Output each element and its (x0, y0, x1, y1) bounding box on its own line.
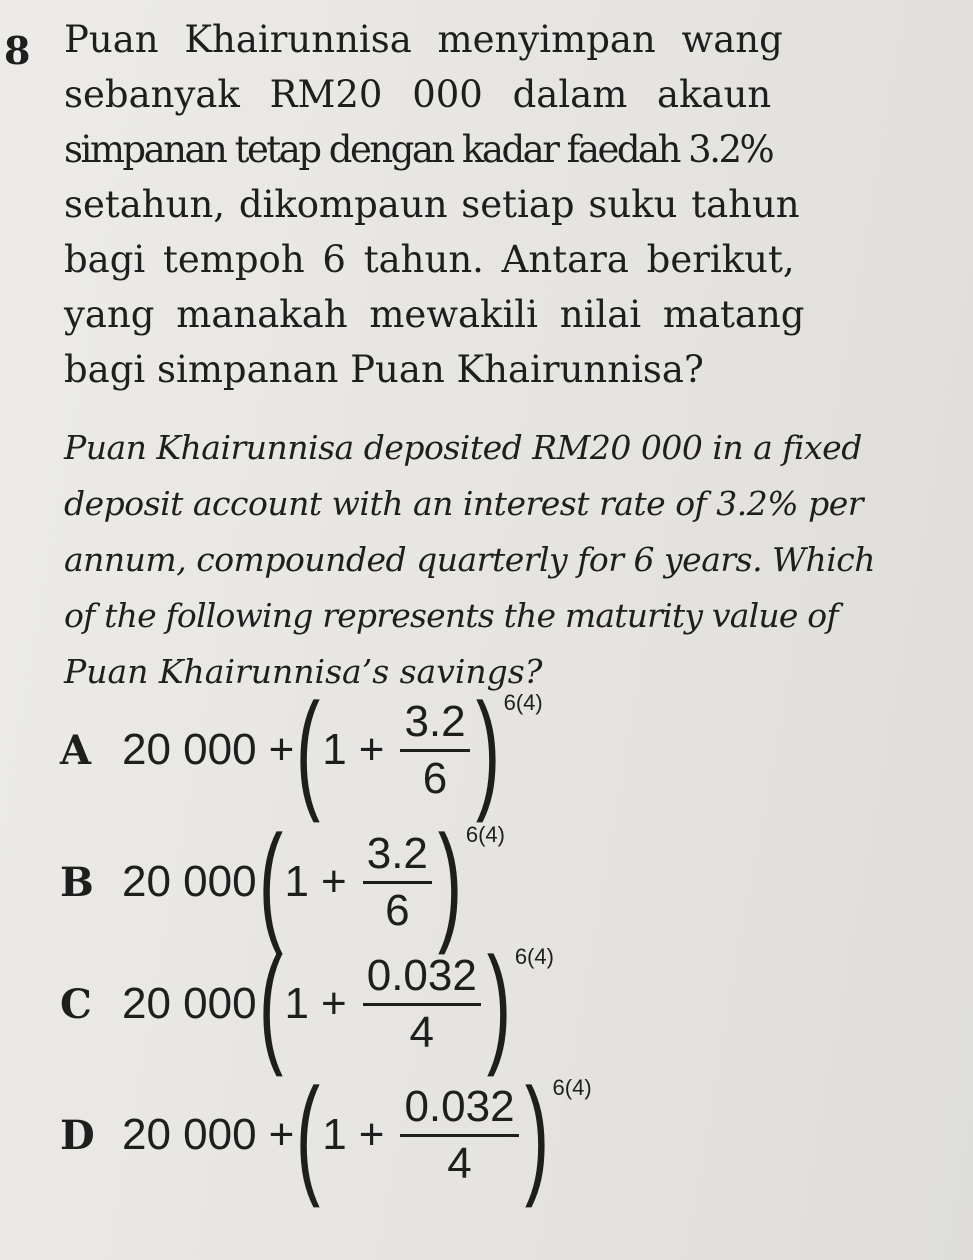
denominator: 4 (409, 1007, 435, 1057)
question-text-malay (64, 12, 964, 397)
fraction (400, 1082, 518, 1189)
exponent: 6(4) (503, 690, 543, 715)
denominator: 4 (447, 1138, 472, 1188)
one: 1 (284, 979, 310, 1028)
principal: 20 000 (122, 857, 257, 906)
malay-line: bagi tempoh 6 tahun. Antara berikut, (64, 238, 795, 281)
principal: 20 000 (122, 725, 257, 774)
one: 1 (284, 857, 310, 906)
numerator: 0.032 (400, 1082, 518, 1137)
one: 1 (322, 1110, 347, 1159)
option-expression: 20 000 + ( 1 + $\frac{0.032}{4}$ ) 6(4) (122, 1061, 592, 1208)
denominator: 6 (422, 753, 448, 803)
plus-sign: + (268, 1110, 295, 1159)
english-line: Puan Khairunnisa’s savings? (64, 652, 543, 691)
exponent: 6(4) (465, 822, 505, 847)
english-line: Puan Khairunnisa deposited RM20 000 in a fixed (64, 428, 862, 467)
option-letter: A (60, 726, 92, 774)
plus-sign: + (268, 725, 295, 774)
one: 1 (322, 725, 347, 774)
fraction (363, 951, 481, 1058)
english-line: deposit account with an interest rate of 3.2% per (64, 484, 864, 523)
malay-line: setahun, dikompaun setiap suku tahun (64, 183, 800, 226)
english-line: annum, compounded quarterly for 6 years. Which (64, 540, 876, 579)
option-d[interactable] (60, 1061, 592, 1208)
option-expression: 20 000 ( 1 + $\frac{3.2}{6}$ ) 6(4) (122, 808, 505, 955)
malay-line: yang manakah mewakili nilai matang (64, 293, 805, 336)
malay-line: Puan Khairunnisa menyimpan wang (64, 18, 783, 61)
numerator: 3.2 (363, 829, 432, 884)
principal: 20 000 (122, 1110, 257, 1159)
exponent: 6(4) (514, 944, 554, 969)
principal: 20 000 (122, 979, 257, 1028)
numerator: 3.2 (400, 697, 469, 752)
option-letter: D (60, 1111, 95, 1159)
malay-line: sebanyak RM20 000 dalam akaun (64, 73, 772, 116)
english-line: of the following represents the maturity value of (64, 596, 838, 635)
option-letter: C (60, 980, 92, 1028)
option-b[interactable] (60, 808, 505, 955)
question-number: 8 (4, 28, 31, 73)
malay-line: simpanan tetap dengan kadar faedah 3.2% (64, 128, 773, 171)
option-a[interactable] (60, 676, 543, 823)
fraction (400, 697, 469, 804)
option-c[interactable] (60, 930, 554, 1077)
denominator: 6 (385, 885, 410, 935)
malay-line: bagi simpanan Puan Khairunnisa? (64, 348, 704, 391)
numerator: 0.032 (363, 951, 481, 1006)
option-expression: 20 000 + ( 1 + $\frac{3.2}{6}$ ) 6(4) (122, 676, 543, 823)
question-text-english (64, 420, 964, 700)
option-expression: 20 000 ( 1 + $\frac{0.032}{4}$ ) 6(4) (122, 930, 554, 1077)
fraction (363, 829, 432, 936)
option-letter: B (60, 858, 94, 906)
exponent: 6(4) (552, 1075, 592, 1100)
